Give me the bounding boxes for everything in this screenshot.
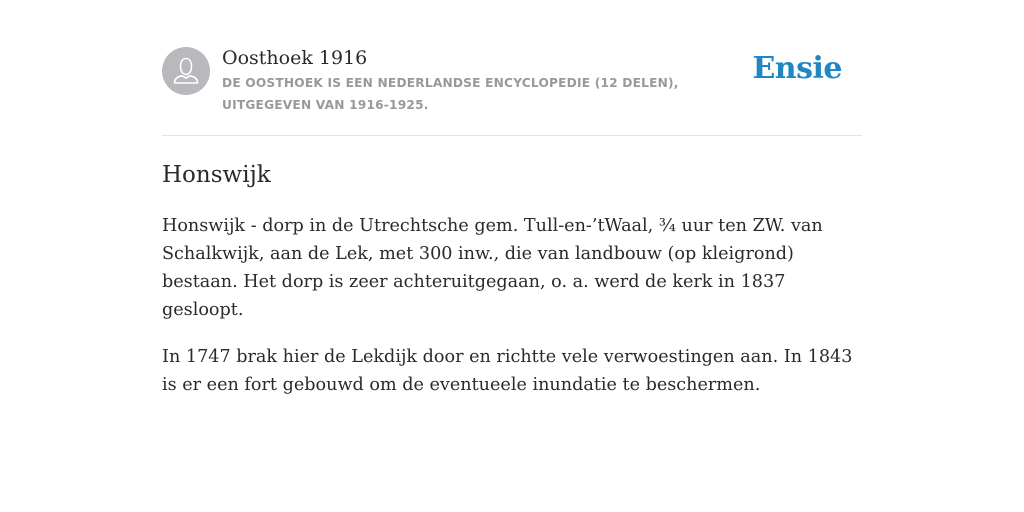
- user-avatar-icon[interactable]: [162, 47, 210, 95]
- source-title[interactable]: Oosthoek 1916: [222, 47, 368, 69]
- source-description: DE OOSTHOEK IS EEN NEDERLANDSE ENCYCLOPEDIE (12 DELEN), UITGEGEVEN VAN 1916-1925.: [222, 76, 679, 112]
- ensie-logo[interactable]: Ensie: [752, 51, 842, 86]
- entry-body: [162, 212, 862, 418]
- source-header: [162, 44, 862, 136]
- entry-title: Honswijk: [162, 162, 271, 188]
- entry-paragraph: In 1747 brak hier de Lekdijk door en richtte vele verwoestingen aan. In 1843 is er een fort gebouwd om de eventueele inundatie te beschermen.: [162, 347, 853, 395]
- entry-paragraph: Honswijk - dorp in de Utrechtsche gem. Tull-en-’tWaal, ¾ uur ten ZW. van Schalkwijk, aan de Lek, met 300 inw., die van landbouw (op kleigrond) bestaan. Het dorp is zeer achteruitgegaan, o. a. werd de kerk in 1837 gesloopt.: [162, 216, 823, 320]
